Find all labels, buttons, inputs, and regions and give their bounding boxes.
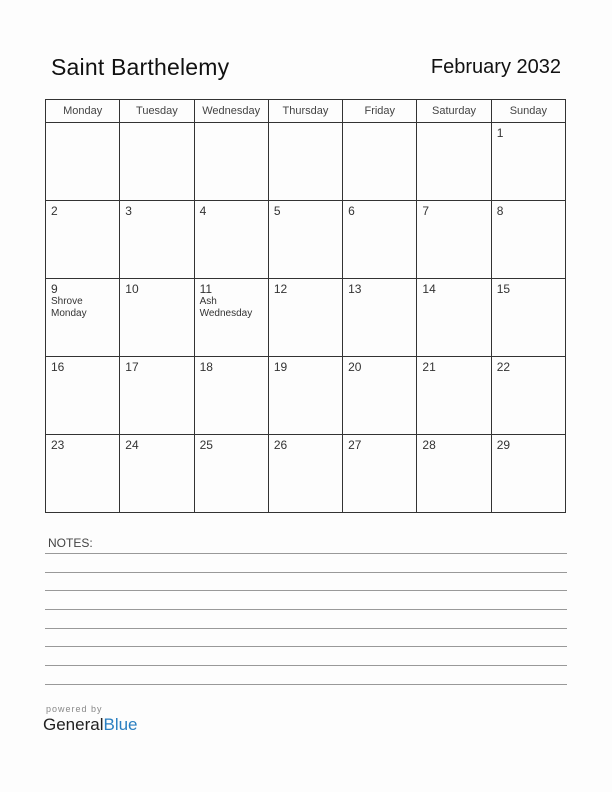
day-number: 11	[199, 282, 213, 296]
day-number: 5	[273, 204, 281, 218]
day-number: 3	[125, 204, 132, 218]
month-year-title: February 2032	[430, 56, 561, 78]
note-line	[45, 572, 567, 573]
day-cell	[46, 201, 120, 279]
note-line	[45, 665, 567, 666]
note-line	[45, 646, 567, 647]
week-row	[46, 279, 566, 357]
day-cell	[343, 435, 417, 513]
day-cell	[268, 123, 342, 201]
day-cell	[417, 357, 491, 435]
day-cell	[194, 279, 268, 357]
calendar-grid	[45, 99, 566, 513]
day-cell	[491, 357, 565, 435]
note-line	[45, 684, 567, 685]
weekday-header: Friday	[343, 100, 417, 123]
day-cell	[491, 201, 565, 279]
day-number: 12	[273, 282, 288, 296]
day-number: 4	[199, 204, 207, 218]
day-cell	[343, 201, 417, 279]
day-cell	[268, 435, 342, 513]
day-number: 19	[273, 360, 288, 374]
day-cell	[194, 435, 268, 513]
weekday-header: Wednesday	[194, 100, 268, 123]
day-number: 20	[348, 360, 362, 374]
day-cell	[343, 357, 417, 435]
day-number: 16	[51, 360, 65, 374]
day-number	[269, 123, 342, 126]
weekday-header: Tuesday	[120, 100, 194, 123]
day-number: 29	[496, 438, 511, 452]
day-number: 6	[348, 204, 355, 218]
day-cell	[120, 435, 194, 513]
weekday-header: Saturday	[417, 100, 491, 123]
day-number: 2	[51, 204, 58, 218]
day-number: 10	[125, 282, 139, 296]
brand-name-part2: Blue	[103, 715, 138, 734]
day-cell	[120, 279, 194, 357]
day-cell	[46, 279, 120, 357]
day-cell	[120, 201, 194, 279]
day-number: 7	[422, 204, 430, 218]
week-row	[46, 357, 566, 435]
notes-label: NOTES:	[48, 536, 93, 550]
day-cell	[194, 357, 268, 435]
day-number: 28	[422, 438, 436, 452]
day-cell	[268, 201, 342, 279]
brand-name	[43, 715, 138, 735]
day-cell	[268, 279, 342, 357]
weekday-header: Thursday	[268, 100, 342, 123]
weekday-header-row	[46, 100, 566, 123]
day-number: 23	[51, 438, 65, 452]
day-cell	[417, 279, 491, 357]
day-number: 15	[496, 282, 511, 296]
holiday-label: Shrove Monday	[51, 296, 87, 319]
day-number: 14	[422, 282, 436, 296]
day-cell	[194, 201, 268, 279]
note-line	[45, 609, 567, 610]
day-cell	[268, 357, 342, 435]
day-cell	[343, 279, 417, 357]
day-cell	[417, 201, 491, 279]
day-cell	[120, 357, 194, 435]
day-cell	[194, 123, 268, 201]
day-number: 18	[199, 360, 213, 374]
weekday-header: Sunday	[491, 100, 565, 123]
day-number	[46, 123, 119, 126]
day-number: 9	[51, 282, 58, 296]
day-cell	[491, 279, 565, 357]
day-cell	[491, 435, 565, 513]
day-number: 25	[199, 438, 213, 452]
weekday-header: Monday	[46, 100, 120, 123]
day-number: 24	[125, 438, 139, 452]
note-line	[45, 553, 567, 554]
day-number	[343, 123, 416, 126]
powered-by-text: powered by	[46, 704, 103, 714]
day-number: 21	[422, 360, 436, 374]
day-number	[195, 123, 268, 126]
week-row	[46, 201, 566, 279]
day-cell	[491, 123, 565, 201]
holiday-label: Ash Wednesday	[199, 296, 253, 319]
day-number: 13	[348, 282, 362, 296]
day-cell	[46, 435, 120, 513]
day-cell	[417, 435, 491, 513]
day-number: 17	[125, 360, 139, 374]
note-line	[45, 590, 567, 591]
day-cell	[417, 123, 491, 201]
brand-logo	[43, 704, 138, 735]
day-cell	[46, 123, 120, 201]
week-row	[46, 123, 566, 201]
day-cell	[343, 123, 417, 201]
brand-name-part1: General	[43, 715, 104, 734]
day-number: 1	[496, 126, 504, 140]
day-number	[120, 123, 193, 126]
country-title: Saint Barthelemy	[51, 54, 230, 80]
day-number: 26	[273, 438, 288, 452]
day-number: 27	[348, 438, 362, 452]
day-number: 22	[496, 360, 511, 374]
day-cell	[46, 357, 120, 435]
week-row	[46, 435, 566, 513]
day-number	[417, 123, 490, 126]
day-number: 8	[496, 204, 504, 218]
day-cell	[120, 123, 194, 201]
note-line	[45, 628, 567, 629]
